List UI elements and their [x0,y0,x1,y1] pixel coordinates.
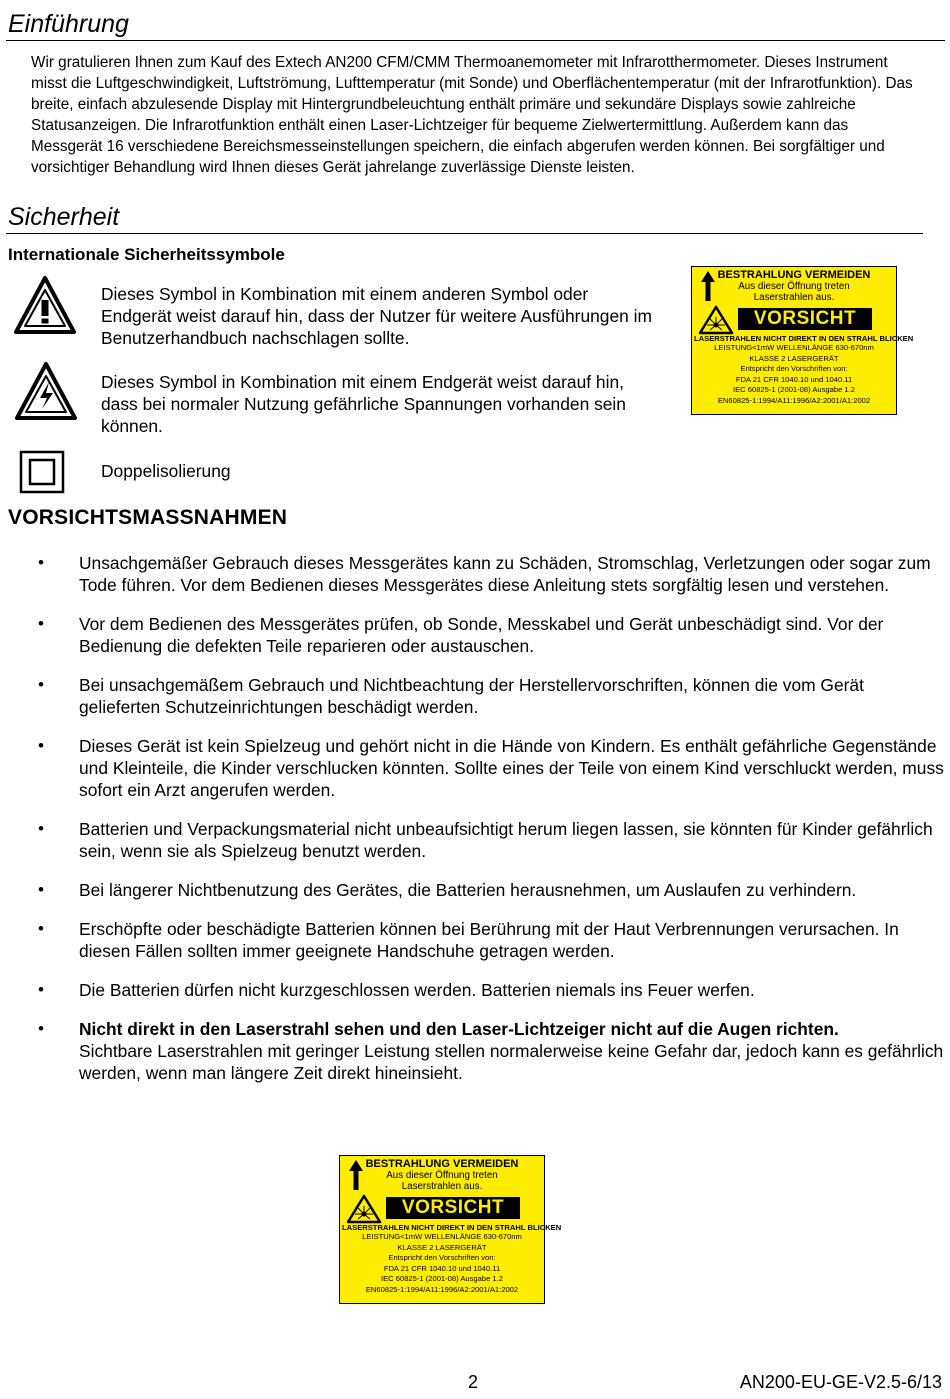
label-line: LEISTUNG<1mW WELLENLÄNGE 630-670nm [362,1232,522,1241]
beam-warning: LASERSTRAHLEN NICHT DIREKT IN DEN STRAHL BLICKEN [342,1223,562,1232]
list-item [0,735,950,801]
label-line: LEISTUNG<1mW WELLENLÄNGE 630-670nm [714,343,874,352]
heading-rule [6,233,923,234]
bullet-icon: • [38,553,44,572]
label-subtitle: Aus dieser Öffnung treten [386,1170,498,1181]
bullet-icon: • [38,980,44,999]
precaution-text: Bei unsachgemäßem Gebrauch und Nichtbeachtung der Herstellervorschriften, können die vom Gerät gelieferten Schutzeinrichtungen beschädigt werden. [79,675,864,717]
precaution-text: Die Batterien dürfen nicht kurzgeschlossen werden. Batterien niemals ins Feuer werfen. [79,980,755,1000]
heading-rule [6,40,945,41]
label-line: FDA 21 CFR 1040.10 und 1040.11 [383,1263,501,1273]
label-subtitle: Laserstrahlen aus. [753,292,835,303]
label-line: Entspricht den Vorschriften von: [388,1253,496,1262]
document-code: AN200-EU-GE-V2.5-6/13 [739,1372,942,1392]
label-line: IEC 60825-1 (2001-08) Ausgabe 1.2 [380,1274,503,1283]
label-line: FDA 21 CFR 1040.10 und 1040.11 [735,374,853,384]
precaution-text: Sichtbare Laserstrahlen mit geringer Leistung stellen normalerweise keine Gefahr dar, jedoch kann es gefährlich werden, wenn man längere Zeit direkt hineinsieht. [79,1041,944,1083]
caution-banner: VORSICHT [386,1197,520,1219]
bullet-icon: • [38,1019,44,1038]
label-title: BESTRAHLUNG VERMEIDEN [717,269,871,281]
list-item [0,1018,950,1084]
label-subtitle: Laserstrahlen aus. [401,1181,483,1192]
precaution-text: Vor dem Bedienen des Messgerätes prüfen, ob Sonde, Messkabel und Gerät unbeschädigt sind. Vor der Bedienung die defekten Teile reparieren oder austauschen. [79,614,884,656]
precaution-bold-text: Nicht direkt in den Laserstrahl sehen und den Laser-Lichtzeiger nicht auf die Augen richten. [79,1019,839,1039]
intro-paragraph: Wir gratulieren Ihnen zum Kauf des Extech AN200 CFM/CMM Thermoanemometer mit Infrarotthermometer. Dieses Instrument misst die Luftgeschwindigkeit, Luftströmung, Lufttemperatur (mit Sonde) und Oberflächentemperatur (mit der Infrarotfunktion). Das breite, einfach abzulesende Display mit Hintergrundbeleuchtung enthält primäre und sekundäre Displays sowie zahlreiche Statusanzeigen. Die Infrarotfunktion enthält einen Laser-Lichtzeiger für bequeme Zielwertermittlung. Außerdem kann das Messgerät 16 verschiedene Bereichsmesseinstellungen speichern, die einfach abgerufen werden können. Bei sorgfältiger und vorsichtiger Behandlung wird Ihnen dieses Gerät jahrelange zuverlässige Dienste leisten. [31,54,913,176]
symbol-description: Dieses Symbol in Kombination mit einem Endgerät weist darauf hin, dass bei normaler Nutzung gefährliche Spannungen vorhanden sein können. [101,372,626,436]
page-number: 2 [468,1372,479,1392]
bullet-icon: • [38,880,44,899]
laser-warning-label [691,266,914,415]
list-item [0,674,950,718]
precaution-text: Bei längerer Nichtbenutzung des Gerätes, die Batterien herausnehmen, um Auslaufen zu verhindern. [79,880,857,900]
safety-heading: Sicherheit [8,203,120,231]
precaution-text: Erschöpfte oder beschädigte Batterien können bei Berührung mit der Haut Verbrennungen verursachen. In diesen Fällen sollten immer geeignete Handschuhe getragen werden. [79,919,899,961]
label-line: KLASSE 2 LASERGERÄT [749,353,839,363]
label-line: KLASSE 2 LASERGERÄT [397,1242,487,1252]
list-item [0,818,950,862]
bullet-icon: • [38,736,44,755]
precaution-text: Unsachgemäßer Gebrauch dieses Messgerätes kann zu Schäden, Stromschlag, Verletzungen oder sogar zum Tode führen. Vor dem Bedienen dieses Messgerätes diese Anleitung stets sorgfältig lesen und verstehen. [79,553,931,595]
precautions-heading: VORSICHTSMASSNAHMEN [8,506,288,529]
label-subtitle: Aus dieser Öffnung treten [738,281,850,292]
double-insulation-icon [19,450,65,499]
high-voltage-icon [13,360,79,427]
label-line: Entspricht den Vorschriften von: [740,364,848,373]
caution-banner: VORSICHT [738,308,872,330]
label-line: IEC 60825-1 (2001-08) Ausgabe 1.2 [732,385,855,394]
bullet-icon: • [38,919,44,938]
bullet-icon: • [38,614,44,633]
symbol-description: Doppelisolierung [101,461,231,481]
list-item [0,918,950,962]
symbols-heading: Internationale Sicherheitssymbole [8,245,285,264]
warning-exclamation-icon [13,274,77,341]
precaution-text: Batterien und Verpackungsmaterial nicht unbeaufsichtigt herum liegen lassen, sie könnten für Kinder gefährlich sein, wenn sie als Spielzeug benutzt werden. [79,819,933,861]
label-line: EN60825-1:1994/A11:1996/A2:2001/A1:2002 [365,1284,519,1294]
laser-warning-label [339,1155,562,1304]
label-title: BESTRAHLUNG VERMEIDEN [365,1158,519,1170]
list-item [0,613,950,657]
bullet-icon: • [38,819,44,838]
symbol-description: Dieses Symbol in Kombination mit einem anderen Symbol oder Endgerät weist darauf hin, dass der Nutzer für weitere Ausführungen im Benutzerhandbuch nachschlagen sollte. [101,284,652,348]
list-item [0,979,950,1001]
precaution-text: Dieses Gerät ist kein Spielzeug und gehört nicht in die Hände von Kindern. Es enthält gefährliche Gegenstände und Kleinteile, die Kinder verschlucken könnten. Sollte eines der Teile von einem Kind verschluckt werden, muss sofort ein Arzt angerufen werden. [79,736,944,800]
beam-warning: LASERSTRAHLEN NICHT DIREKT IN DEN STRAHL BLICKEN [694,334,914,343]
list-item [0,879,950,901]
precautions-list [0,552,950,1101]
intro-heading: Einführung [8,10,129,38]
bullet-icon: • [38,675,44,694]
list-item [0,552,950,596]
label-line: EN60825-1:1994/A11:1996/A2:2001/A1:2002 [717,395,871,405]
